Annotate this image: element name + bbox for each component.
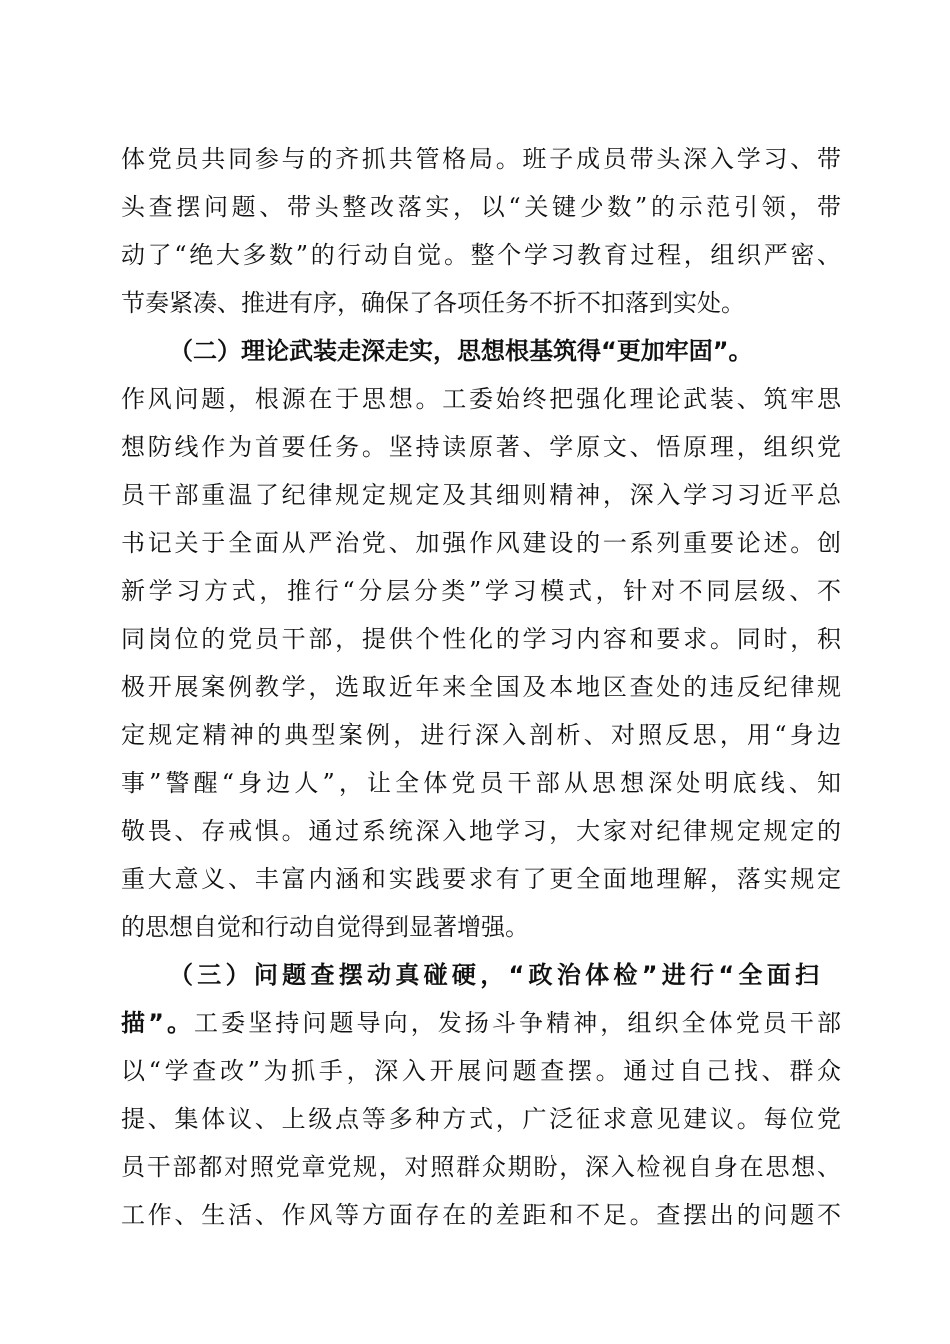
body-text-line: 新学习方式，推行“分层分类”学习模式，针对不同层级、不	[121, 577, 841, 605]
body-text-line: 节奏紧凑、推进有序，确保了各项任务不折不扣落到实处。	[121, 289, 745, 317]
body-text-line: 作风问题，根源在于思想。工委始终把强化理论武装、筑牢思	[121, 385, 841, 413]
body-text-line: 事”警醒“身边人”，让全体党员干部从思想深处明底线、知	[121, 769, 841, 797]
body-text-line: 员干部重温了纪律规定规定及其细则精神，深入学习习近平总	[121, 481, 841, 509]
body-text-line: 极开展案例教学，选取近年来全国及本地区查处的违反纪律规	[121, 673, 841, 701]
body-text-run: 工委坚持问题导向，发扬斗争精神，组织全体党员干部	[194, 1009, 841, 1037]
body-text-line: 书记关于全面从严治党、加强作风建设的一系列重要论述。创	[121, 529, 841, 557]
body-text-line: 提、集体议、上级点等多种方式，广泛征求意见建议。每位党	[121, 1105, 841, 1133]
body-text-line: 定规定精神的典型案例，进行深入剖析、对照反思，用“身边	[121, 721, 841, 749]
body-text-line: 动了“绝大多数”的行动自觉。整个学习教育过程，组织严密、	[121, 241, 841, 269]
body-text-line: 头查摆问题、带头整改落实，以“关键少数”的示范引领，带	[121, 193, 841, 221]
body-text-line: 的思想自觉和行动自觉得到显著增强。	[121, 913, 529, 941]
body-text-line: 员干部都对照党章党规，对照群众期盼，深入检视自身在思想、	[121, 1153, 841, 1181]
section-heading: （二）理论武装走深走实，思想根基筑得“更加牢固”。	[169, 337, 753, 365]
section-heading-tail: 描”。	[121, 1009, 195, 1037]
body-text-line: 工作、生活、作风等方面存在的差距和不足。查摆出的问题不	[121, 1201, 841, 1229]
body-text-line: 想防线作为首要任务。坚持读原著、学原文、悟原理，组织党	[121, 433, 841, 461]
section-heading: （三）问题查摆动真碰硬，“政治体检”进行“全面扫	[169, 961, 819, 989]
body-text-line: 敬畏、存戒惧。通过系统深入地学习，大家对纪律规定规定的	[121, 817, 841, 845]
body-text-line: 重大意义、丰富内涵和实践要求有了更全面地理解，落实规定	[121, 865, 841, 893]
body-text-line: 同岗位的党员干部，提供个性化的学习内容和要求。同时，积	[121, 625, 841, 653]
body-text-line: 以“学查改”为抓手，深入开展问题查摆。通过自己找、群众	[121, 1057, 841, 1085]
body-text-line: 体党员共同参与的齐抓共管格局。班子成员带头深入学习、带	[121, 145, 841, 173]
body-text-line	[121, 1001, 841, 1045]
